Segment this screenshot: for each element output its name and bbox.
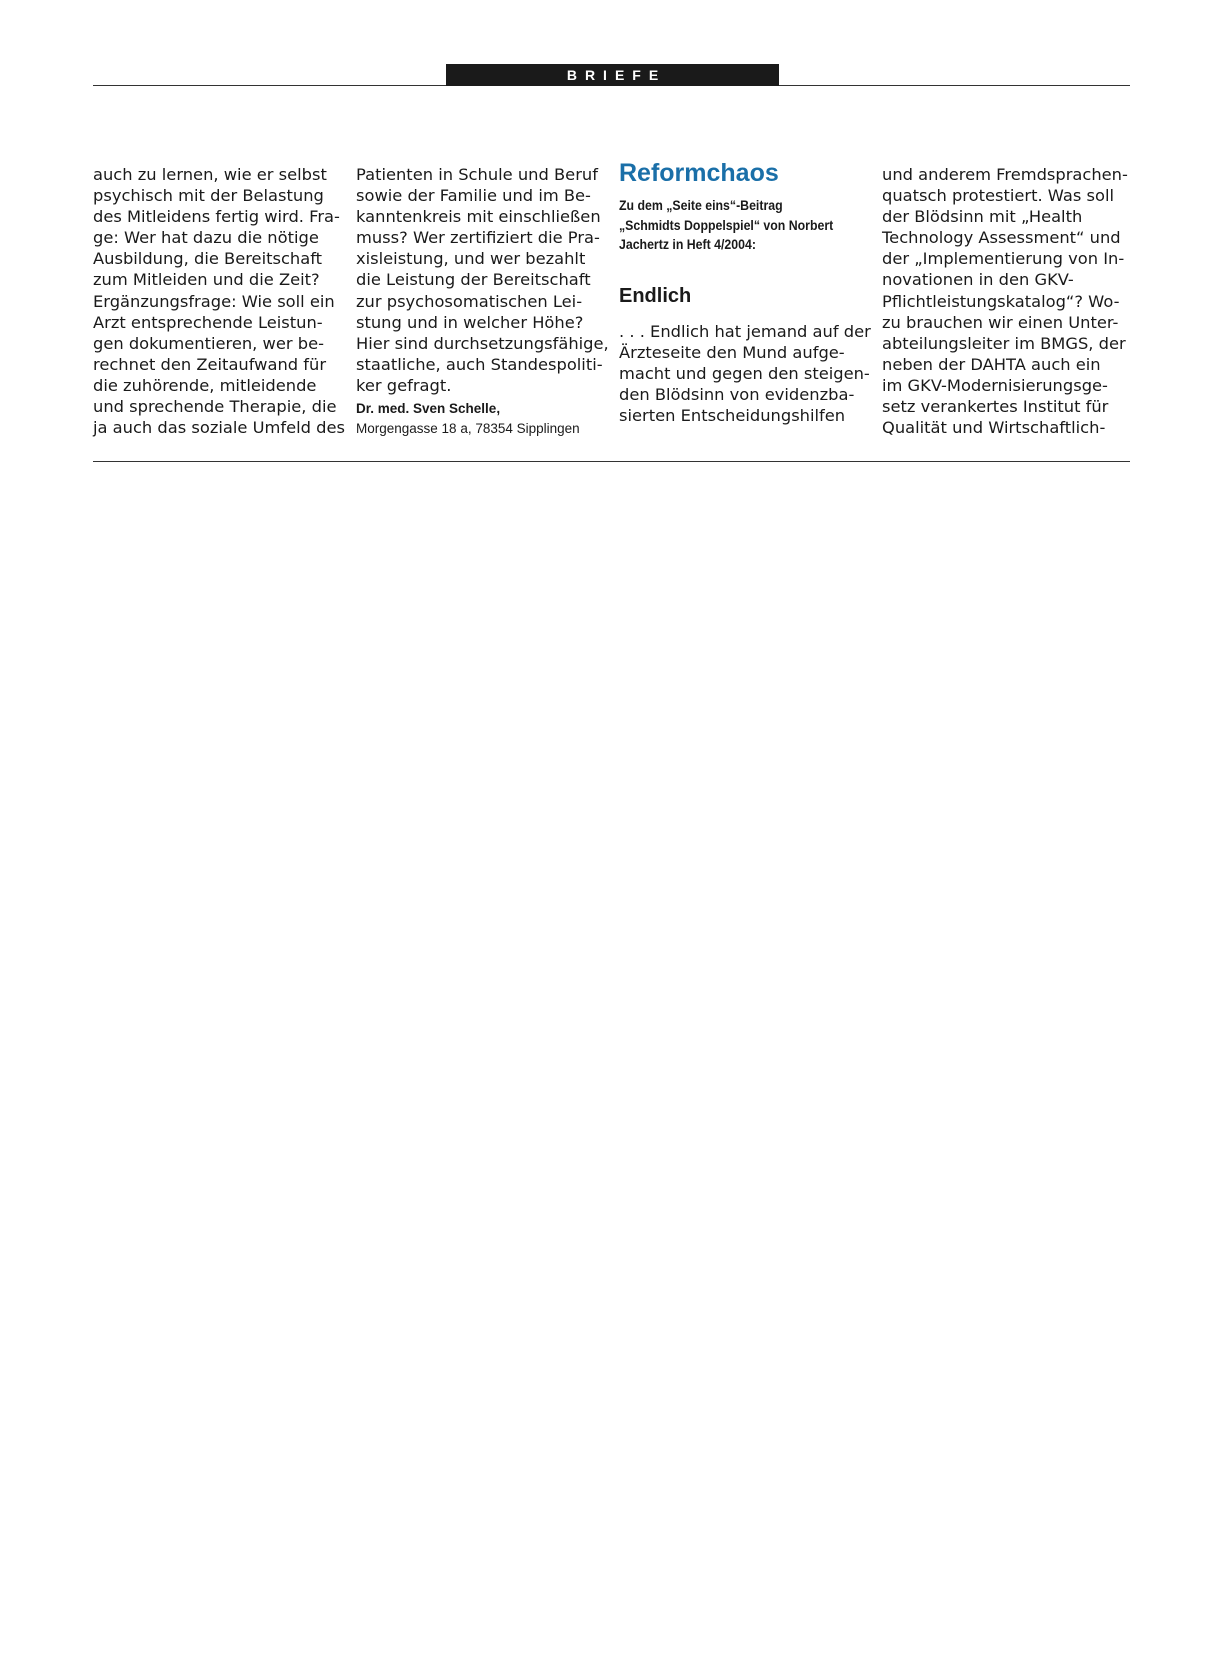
text-line: des Mitleidens fertig wird. Fra- xyxy=(93,207,340,227)
text-line: Arzt entsprechende Leistun- xyxy=(93,312,323,332)
column-3 xyxy=(619,159,871,426)
section-heading: Reformchaos xyxy=(619,159,779,187)
text-line: Pflichtleistungskatalog“? Wo- xyxy=(882,291,1120,311)
text-line: gen dokumentieren, wer be- xyxy=(93,333,324,353)
text-line: . . . Endlich hat jemand auf der xyxy=(619,321,871,341)
text-line: Ergänzungsfrage: Wie soll ein xyxy=(93,291,335,311)
text-line: stung und in welcher Höhe? xyxy=(356,312,584,332)
text-line: zum Mitleiden und die Zeit? xyxy=(93,270,320,290)
text-line: im GKV-Modernisierungsge- xyxy=(882,375,1108,395)
text-line: setz verankertes Institut für xyxy=(882,397,1109,417)
article-reference: Jachertz in Heft 4/2004: xyxy=(619,237,756,252)
text-line: ja auch das soziale Umfeld des xyxy=(93,418,345,438)
text-line: muss? Wer zertifiziert die Pra- xyxy=(356,228,600,248)
column-2 xyxy=(356,164,608,440)
text-line: rechnet den Zeitaufwand für xyxy=(93,354,327,374)
text-line: die zuhörende, mitleidende xyxy=(93,375,317,395)
text-line: den Blödsinn von evidenzba- xyxy=(619,384,855,404)
text-line: der „Implementierung von In- xyxy=(882,249,1125,269)
text-line: macht und gegen den steigen- xyxy=(619,363,870,383)
text-line: neben der DAHTA auch ein xyxy=(882,354,1101,374)
text-line: kanntenkreis mit einschließen xyxy=(356,207,601,227)
section-banner: BRIEFE xyxy=(446,64,779,86)
text-line: sowie der Familie und im Be- xyxy=(356,186,591,206)
text-line: Qualität und Wirtschaftlich- xyxy=(882,418,1106,438)
text-line: ker gefragt. xyxy=(356,375,452,395)
text-line: abteilungsleiter im BMGS, der xyxy=(882,333,1126,353)
letter-title: Endlich xyxy=(619,284,692,307)
text-line: psychisch mit der Belastung xyxy=(93,186,324,206)
text-line: die Leistung der Bereitschaft xyxy=(356,270,591,290)
text-line: quatsch protestiert. Was soll xyxy=(882,186,1114,206)
text-line: zur psychosomatischen Lei- xyxy=(356,291,583,311)
author-name: Dr. med. Sven Schelle, xyxy=(356,401,501,417)
author-address: Morgengasse 18 a, 78354 Sipplingen xyxy=(356,421,580,437)
text-line: staatliche, auch Standespoliti- xyxy=(356,354,603,374)
column-1 xyxy=(93,164,345,438)
article-reference: Zu dem „Seite eins“-Beitrag xyxy=(619,198,783,213)
column-4 xyxy=(882,164,1134,438)
text-line: zu brauchen wir einen Unter- xyxy=(882,312,1119,332)
text-line: der Blödsinn mit „Health xyxy=(882,207,1083,227)
text-line: ge: Wer hat dazu die nötige xyxy=(93,228,319,248)
text-line: und anderem Fremdsprachen- xyxy=(882,165,1128,184)
text-line: Technology Assessment“ und xyxy=(882,228,1121,248)
bottom-rule xyxy=(93,461,1130,462)
text-line: auch zu lernen, wie er selbst xyxy=(93,165,327,184)
article-reference: „Schmidts Doppelspiel“ von Norbert xyxy=(619,217,834,233)
text-line: sierten Entscheidungshilfen xyxy=(619,405,846,425)
text-line: Ausbildung, die Bereitschaft xyxy=(93,249,323,269)
text-line: Hier sind durchsetzungsfähige, xyxy=(356,333,609,353)
text-line: Patienten in Schule und Beruf xyxy=(356,165,598,184)
text-line: novationen in den GKV- xyxy=(882,270,1074,290)
text-line: Ärzteseite den Mund aufge- xyxy=(619,342,845,362)
text-line: und sprechende Therapie, die xyxy=(93,397,337,417)
text-line: xisleistung, und wer bezahlt xyxy=(356,249,586,269)
